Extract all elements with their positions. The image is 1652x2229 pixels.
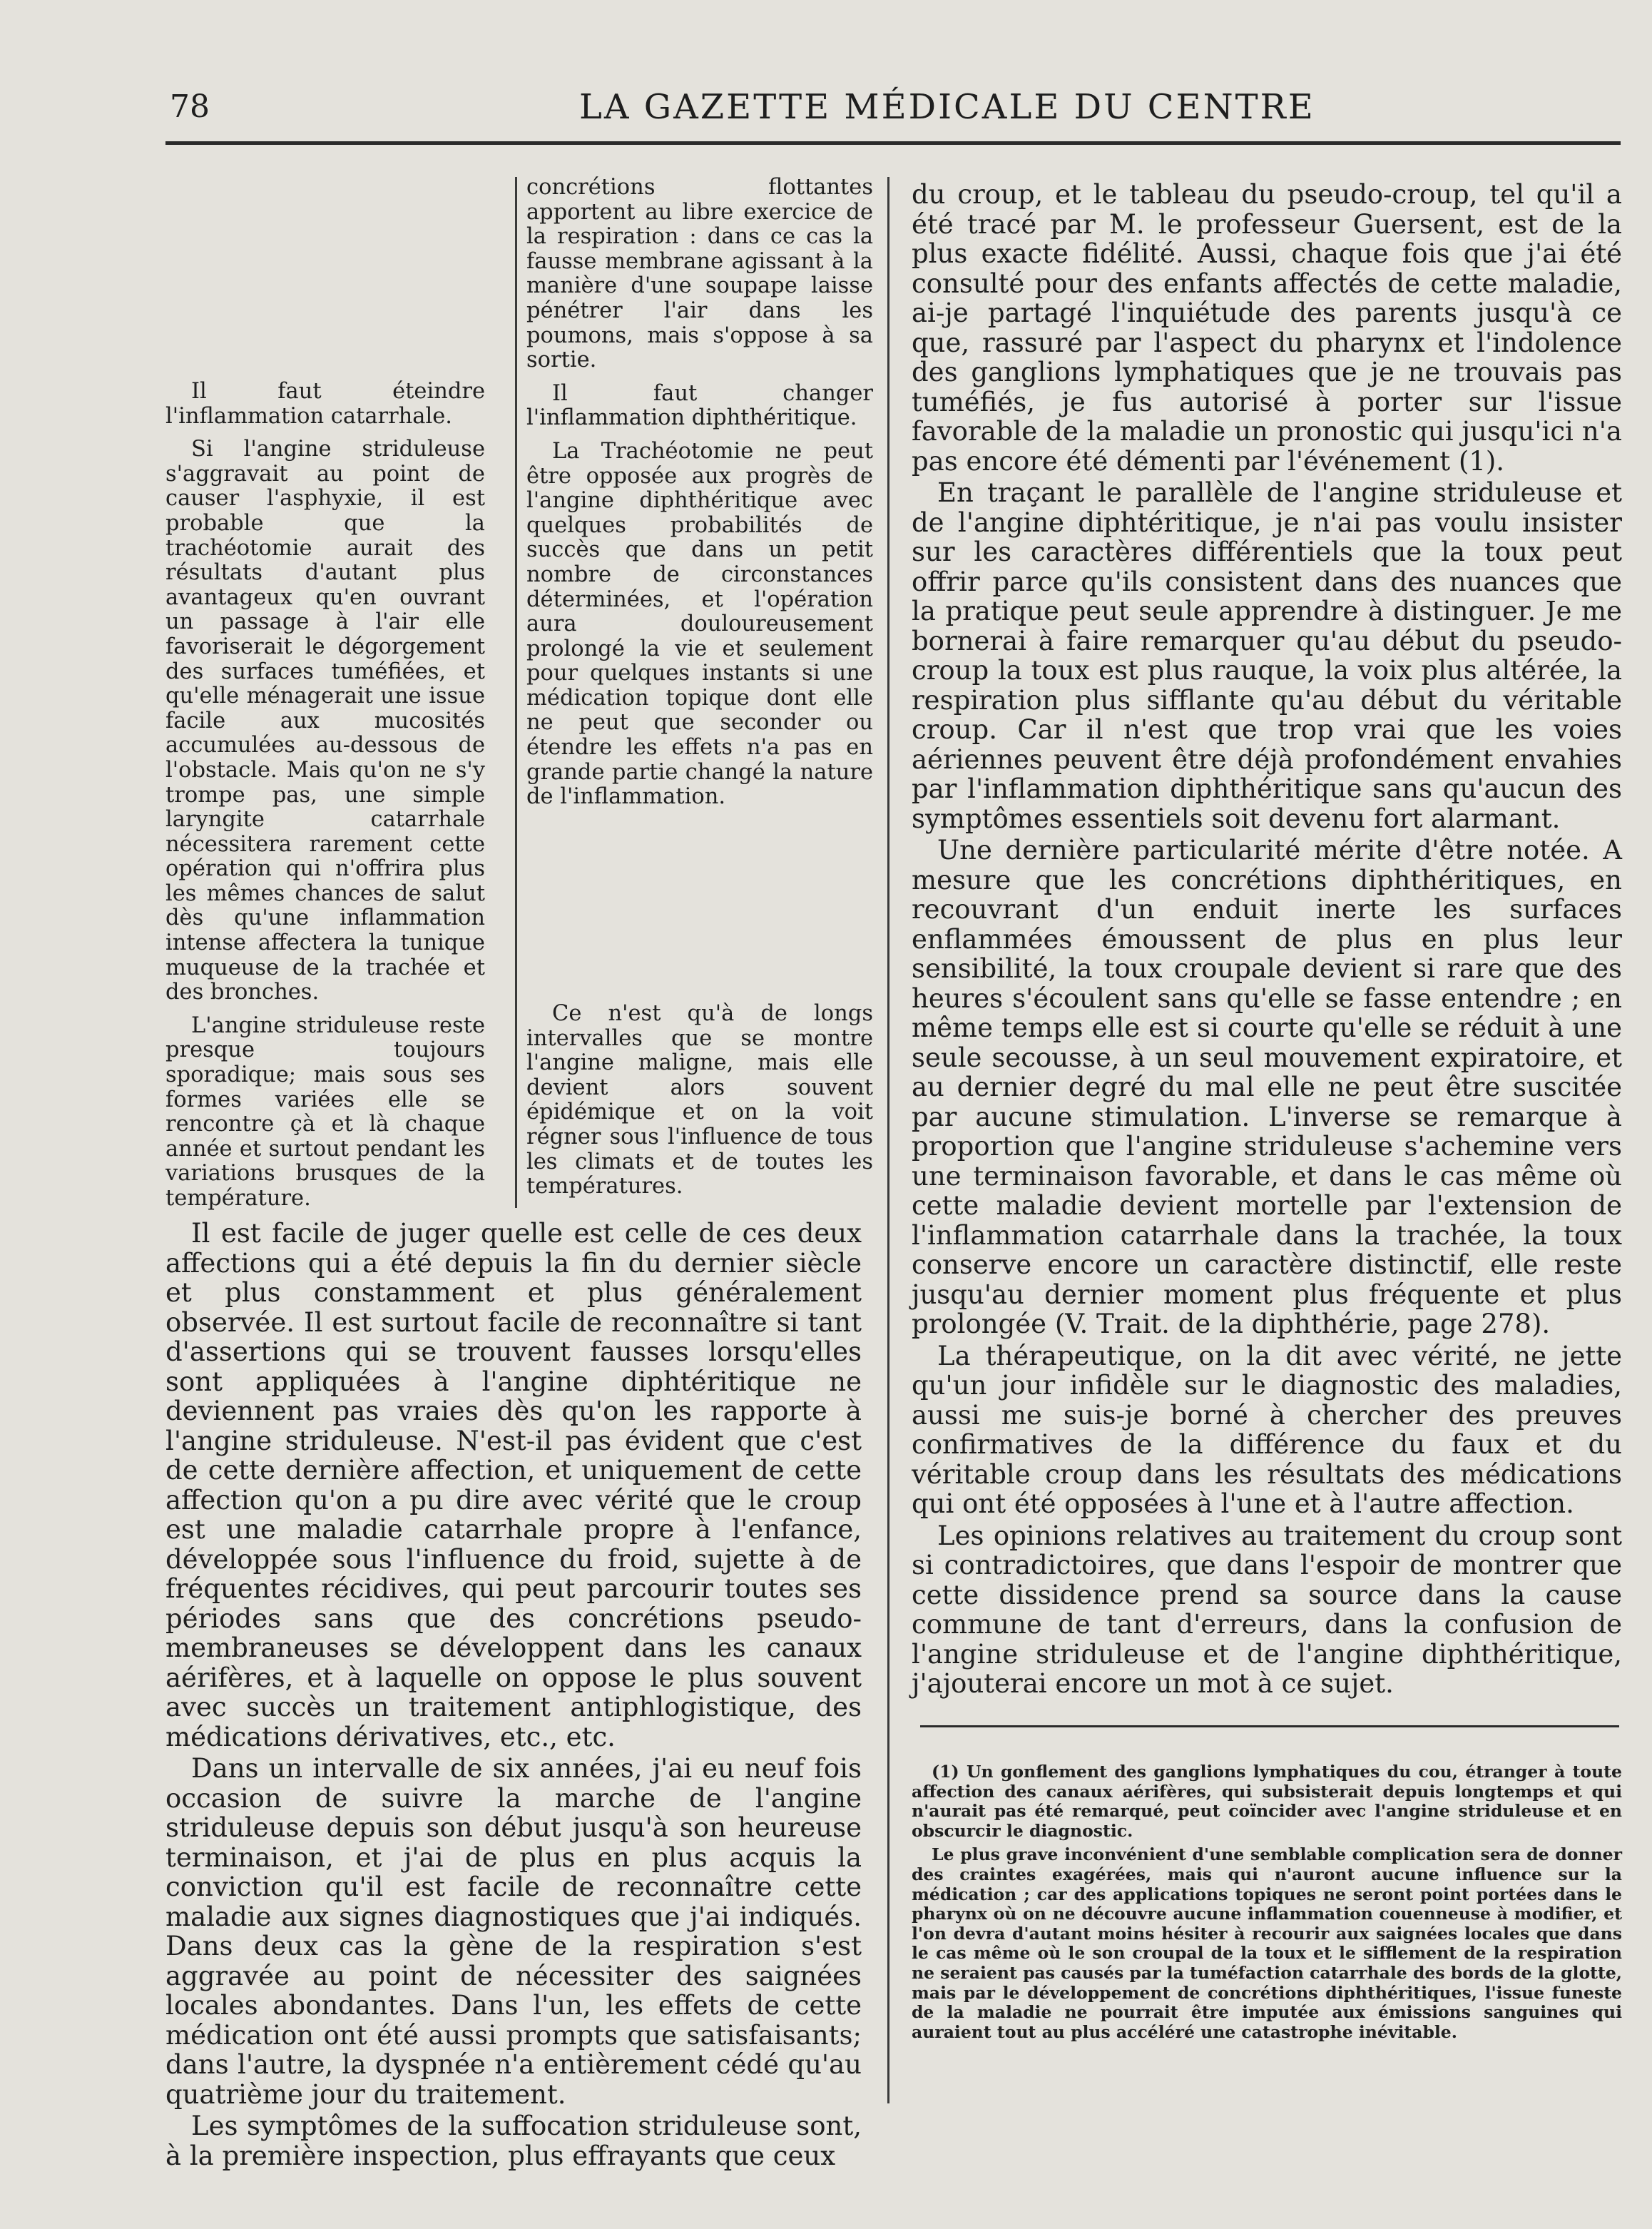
- paragraph: Il est facile de juger quelle est celle de ces deux affections qui a été depuis la fin du dernier siècle et plus constamment et plus généralement observée. Il est surtout facile de reconnaître si tant d'assertions qui se trouvent fausses lorsqu'elles sont appliquées à l'angine diphtéritique ne deviennent pas vraies dès qu'on les rapporte à l'angine striduleuse. N'est-il pas évident que c'est de cette dernière affection, et uniquement de cette affection qu'on a pu dire avec vérité que le croup est une maladie catarrhale propre à l'enfance, développée sous l'influence du froid, sujette à de fréquentes récidives, qui peut parcourir toutes ses périodes sans que des concrétions pseudo-membraneuses se développent dans les canaux aérifères, et à laquelle on oppose le plus souvent avec succès un traitement antiphlogistique, des médications dérivatives, etc., etc.: [165, 1218, 862, 1752]
- paragraph: Les symptômes de la suffocation striduleuse sont, à la première inspection, plus effrayants que ceux: [165, 2111, 862, 2171]
- left-lower-column: [165, 1219, 862, 2170]
- footnotes: [912, 1762, 1622, 2042]
- column-divider-left: [515, 177, 517, 1208]
- column-divider-right: [887, 177, 889, 2103]
- paragraph: La Trachéotomie ne peut être opposée aux progrès de l'angine diphthéritique avec quelques probabilités de succès que dans un petit nombre de circonstances déterminées, et l'opération aura douloureusement prolongé la vie et seulement pour quelques instants si une médication topique dont elle ne peut que seconder ou étendre les effets n'a pas en grande partie changé la nature de l'inflammation.: [526, 438, 873, 810]
- page-number: 78: [170, 88, 210, 125]
- paragraph: Les opinions relatives au traitement du croup sont si contradictoires, que dans l'espoir de montrer que cette dissidence prend sa source dans la cause commune de tant d'erreurs, dans la confusion de l'angine striduleuse et de l'angine diphthéritique, j'ajouterai encore un mot à ce sujet.: [912, 1520, 1622, 1699]
- right-column: [912, 180, 1622, 1699]
- paragraph: concrétions flottantes apportent au libre exercice de la respiration : dans ce cas la fausse membrane agissant à la manière d'une soupape laisse pénétrer l'air dans les poumons, mais s'oppose à sa sortie.: [526, 175, 873, 373]
- paragraph: L'angine striduleuse reste presque toujours sporadique; mais sous ses formes variées elle se rencontre çà et là chaque année et surtout pendant les variations brusques de la température.: [165, 1012, 485, 1211]
- middle-upper-column: [526, 176, 873, 810]
- middle-lower-column: [526, 1002, 873, 1199]
- paragraph: Une dernière particularité mérite d'être notée. A mesure que les concrétions diphthéritiques, en recouvrant d'un enduit inerte les surfaces enflammées émoussent de plus en plus leur sensibilité, la toux croupale devient si rare que des heures s'écoulent sans qu'elle se fasse entendre ; en même temps elle est si courte qu'elle se réduit à une seule secousse, à un seul mouvement expiratoire, et au dernier degré du mal elle ne peut être suscitée par aucune stimulation. L'inverse se remarque à proportion que l'angine striduleuse s'achemine vers une terminaison favorable, et dans le cas même où cette maladie devient mortelle par l'extension de l'inflammation catarrhale dans la trachée, la toux conserve encore un caractère distinctif, elle reste jusqu'au dernier moment plus fréquente et plus prolongée (V. Trait. de la diphthérie, page 278).: [912, 835, 1622, 1339]
- footnote: Le plus grave inconvénient d'une semblable complication sera de donner des craintes exagérées, mais qui n'auront aucune influence sur la médication ; car des applications topiques ne seront point portées dans le pharynx où on ne découvre aucune inflammation couenneuse à modifier, et l'on devra d'autant moins hésiter à recourir aux saignées locales que dans le cas même où le son croupal de la toux et le sifflement de la respiration ne seraient pas causés par la tuméfaction catarrhale des bords de la glotte, mais par le développement de concrétions diphthéritiques, l'issue funeste de la maladie ne pourrait être imputée aux émissions sanguines qui auraient tout au plus accéléré une catastrophe inévitable.: [912, 1844, 1622, 2042]
- paragraph: En traçant le parallèle de l'angine striduleuse et de l'angine diphtéritique, je n'ai pas voulu insister sur les caractères différentiels que la toux peut offrir parce qu'ils consistent dans des nuances que la pratique peut seule apprendre à distinguer. Je me bornerai à faire remarquer qu'au début du pseudo-croup la toux est plus rauque, la voix plus altérée, la respiration plus sifflante qu'au début du véritable croup. Car il n'est que trop vrai que les voies aériennes peuvent être déjà profondément envahies par l'inflammation diphthéritique sans qu'aucun des symptômes essentiels soit devenu fort alarmant.: [912, 477, 1622, 834]
- paragraph: Il faut changer l'inflammation diphthéritique.: [526, 380, 873, 431]
- paragraph: du croup, et le tableau du pseudo-croup, tel qu'il a été tracé par M. le professeur Guersent, est de la plus exacte fidélité. Aussi, chaque fois que j'ai été consulté pour des enfants affectés de cette maladie, ai-je partagé l'inquiétude des parents jusqu'à ce que, rassuré par l'aspect du pharynx et l'indolence des ganglions lymphatiques que je ne trouvais pas tuméfiés, je fus autorisé à porter sur l'issue favorable de la maladie un pronostic qui jusqu'ici n'a pas encore été démenti par l'événement (1).: [912, 179, 1622, 477]
- paragraph: La thérapeutique, on la dit avec vérité, ne jette qu'un jour infidèle sur le diagnostic des maladies, aussi me suis-je borné à chercher des preuves confirmatives de la différence du faux et du véritable croup dans les résultats des médications qui ont été opposées à l'une et à l'autre affection.: [912, 1340, 1622, 1519]
- paragraph: Si l'angine striduleuse s'aggravait au point de causer l'asphyxie, il est probable que la trachéotomie aurait des résultats d'autant plus avantageux qu'en ouvrant un passage à l'air elle favoriserait le dégorgement des surfaces tuméfiées, et qu'elle ménagerait une issue facile aux mucosités accumulées au-dessous de l'obstacle. Mais qu'on ne s'y trompe pas, une simple laryngite catarrhale nécessitera rarement cette opération qui n'offrira plus les mêmes chances de salut dès qu'une inflammation intense affectera la tunique muqueuse de la trachée et des bronches.: [165, 437, 485, 1005]
- header-rule: [165, 141, 1621, 145]
- journal-title: LA GAZETTE MÉDICALE DU CENTRE: [579, 87, 1315, 127]
- left-upper-column: [165, 380, 485, 1212]
- footnote: (1) Un gonflement des ganglions lymphatiques du cou, étranger à toute affection des canaux aérifères, qui subsisterait depuis longtemps et qui n'aurait pas été remarqué, peut coïncider avec l'angine striduleuse et en obscurcir le diagnostic.: [912, 1762, 1622, 1841]
- footnote-rule: [920, 1725, 1619, 1727]
- paragraph: Il faut éteindre l'inflammation catarrhale.: [165, 379, 485, 429]
- paragraph: Dans un intervalle de six années, j'ai eu neuf fois occasion de suivre la marche de l'angine striduleuse depuis son début jusqu'à son heureuse terminaison, et j'ai de plus en plus acquis la conviction qu'il est facile de reconnaître cette maladie aux signes diagnostiques que j'ai indiqués. Dans deux cas la gène de la respiration s'est aggravée au point de nécessiter des saignées locales abondantes. Dans l'un, les effets de cette médication ont été aussi prompts que satisfaisants; dans l'autre, la dyspnée n'a entièrement cédé qu'au quatrième jour du traitement.: [165, 1753, 862, 2110]
- paragraph: Ce n'est qu'à de longs intervalles que se montre l'angine maligne, mais elle devient alors souvent épidémique et on la voit régner sous l'influence de tous les climats et de toutes les températures.: [526, 1001, 873, 1199]
